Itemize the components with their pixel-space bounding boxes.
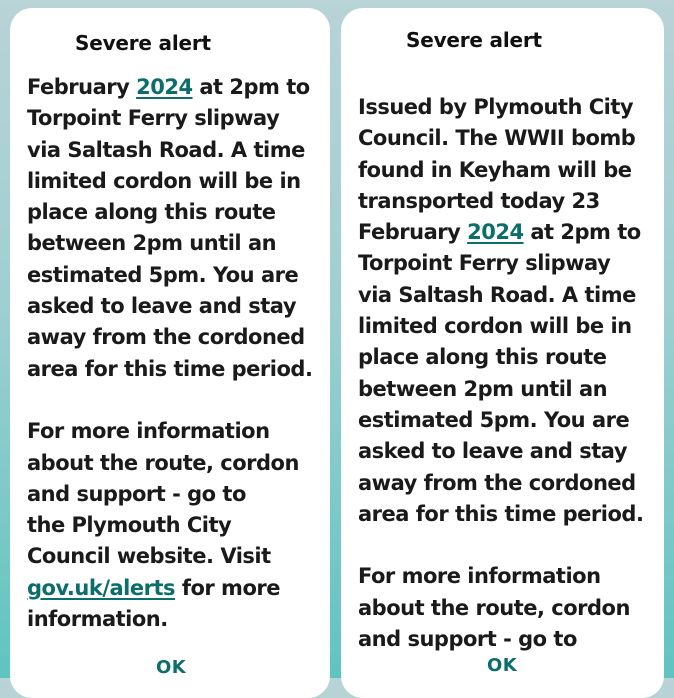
message-text: for more (175, 575, 280, 600)
message-line: information. (27, 607, 168, 632)
message-line: limited cordon will be in (358, 314, 632, 339)
message-line: and support - go to (358, 627, 577, 652)
message-text: February (27, 75, 137, 99)
message-line (27, 573, 312, 604)
message-line: For more information (27, 419, 270, 444)
message-line: estimated 5pm. You are (27, 262, 299, 287)
alert-body-scroll[interactable] (358, 92, 643, 655)
message-line: limited cordon will be in (27, 168, 301, 193)
message-line: about the route, cordon (358, 595, 630, 620)
message-link[interactable]: 2024 (136, 75, 193, 99)
alert-title: Severe alert (406, 28, 542, 52)
message-line (358, 217, 643, 248)
message-line: asked to leave and stay (358, 439, 628, 464)
message-link[interactable]: 2024 (467, 220, 524, 245)
message-line: area for this time period. (27, 356, 313, 381)
message-line: Torpoint Ferry slipway (27, 106, 280, 131)
message-line: via Saltash Road. A time (27, 137, 305, 162)
message-text: February (358, 220, 468, 245)
ok-button[interactable]: OK (487, 655, 518, 676)
message-text: at 2pm to (192, 75, 310, 99)
paragraph-gap (27, 385, 312, 416)
message-line: For more information (358, 564, 601, 589)
message-line: estimated 5pm. You are (358, 407, 630, 432)
paragraph-gap (358, 530, 643, 561)
message-line (27, 72, 312, 103)
message-line: Council website. Visit (27, 544, 271, 569)
message-line: between 2pm until an (358, 376, 608, 401)
message-line: Torpoint Ferry slipway (358, 251, 611, 276)
message-line: and support - go to (27, 481, 246, 506)
message-line: away from the cordoned (27, 325, 305, 350)
alert-title: Severe alert (75, 31, 211, 55)
message-line: Issued by Plymouth City (358, 95, 634, 119)
alert-body-scroll[interactable] (27, 72, 312, 635)
ok-button[interactable]: OK (156, 657, 187, 678)
message-line: between 2pm until an (27, 231, 277, 256)
message-text: at 2pm to (523, 220, 641, 245)
message-line: away from the cordoned (358, 470, 636, 495)
message-line: the Plymouth City (27, 513, 232, 538)
message-link[interactable]: gov.uk/alerts (27, 575, 176, 600)
alert-card-right (341, 8, 664, 698)
message-line: place along this route (27, 200, 276, 225)
message-line: about the route, cordon (27, 450, 299, 475)
message-line: area for this time period. (358, 501, 644, 526)
message-line: asked to leave and stay (27, 294, 297, 319)
message-line: place along this route (358, 345, 607, 370)
message-line: Council. The WWII bomb (358, 126, 636, 151)
message-line: via Saltash Road. A time (358, 282, 636, 307)
alert-card-left (10, 8, 330, 698)
message-line: transported today 23 (358, 188, 600, 213)
message-line: found in Keyham will be (358, 157, 632, 182)
